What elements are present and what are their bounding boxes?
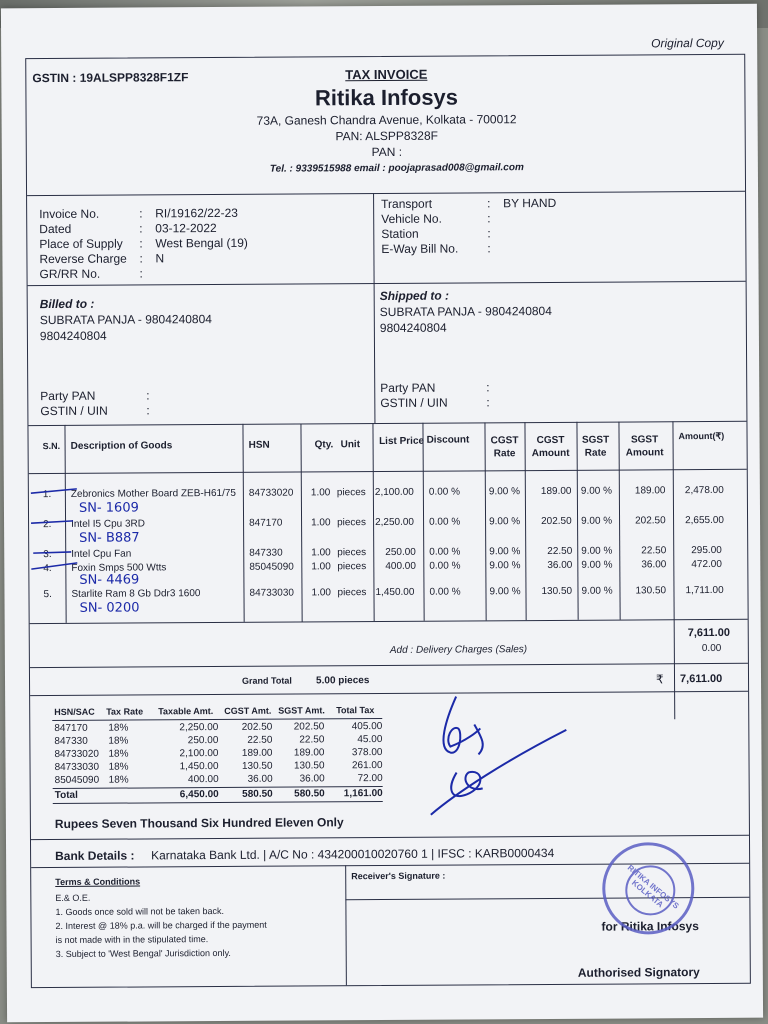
row-sn: 5. [43, 589, 52, 601]
tax-cell: 36.00 [247, 773, 273, 785]
col-sgst-rate: SGST Rate [581, 434, 610, 459]
row-desc: Foxin Smps 500 Wtts [71, 562, 167, 574]
dated-value: 03-12-2022 [155, 221, 217, 236]
invoice-labels [39, 207, 127, 283]
tax-cell: 405.00 [351, 721, 383, 733]
row-qty: 1.00 [311, 587, 331, 599]
billed-pan-label: Party PAN [40, 388, 96, 404]
grand-total-qty: 5.00 pieces [315, 675, 370, 687]
billed-title: Billed to : [39, 296, 95, 312]
terms-line: is not made with in the stipulated time. [55, 934, 209, 946]
shipped-title: Shipped to : [379, 288, 450, 304]
invoice-no-label: Invoice No. [39, 206, 100, 222]
billed-colons: : : [146, 388, 150, 418]
tax-cell: 84733030 [54, 761, 100, 774]
tax-cell: 261.00 [351, 760, 383, 772]
row-price: 2,100.00 [374, 486, 414, 499]
gstin: GSTIN : 19ALSPP8328F1ZF [32, 70, 189, 86]
gr-rr-no-label: GR/RR No. [39, 266, 101, 282]
row-sgst-amount: 22.50 [641, 545, 667, 557]
row-amount: 472.00 [691, 558, 722, 571]
reverse-charge-label: Reverse Charge [39, 251, 127, 267]
terms-line: E.& O.E. [55, 892, 91, 904]
bank-details: Karnataka Bank Ltd. | A/C No : 434200010020760 1 | IFSC : KARB0000434 [151, 845, 555, 863]
grand-total-label: Grand Total [241, 675, 292, 686]
billed-name: SUBRATA PANJA - 9804240804 [39, 312, 212, 328]
row-price: 1,450.00 [375, 586, 415, 599]
tax-cell: 189.00 [241, 747, 273, 759]
row-sgst-rate: 9.00 % [581, 585, 613, 597]
row-sn: 3. [43, 549, 52, 561]
divider [30, 619, 748, 624]
tax-cell: 22.50 [299, 734, 325, 746]
transport-colons: : : : : [487, 196, 491, 256]
tax-col-rate: Tax Rate [106, 706, 144, 717]
row-qty: 1.00 [310, 487, 331, 499]
row-hsn: 85045090 [249, 561, 294, 573]
divider [242, 424, 244, 622]
grand-total: 7,611.00 [679, 672, 723, 686]
invoice-colons: : : : : : [139, 206, 143, 281]
place-of-supply-value: West Bengal (19) [155, 235, 248, 251]
amount-in-words: Rupees Seven Thousand Six Hundred Eleven Only [54, 815, 344, 832]
tax-total-label: Total [54, 789, 78, 802]
vehicle-no-label: Vehicle No. [381, 211, 442, 226]
row-desc: Zebronics Mother Board ZEB-H61/75 [70, 487, 236, 500]
terms-title: Terms & Conditions [55, 876, 141, 888]
row-sgst-rate: 9.00 % [580, 485, 613, 497]
divider [300, 423, 302, 621]
handwritten-serial: SN- 0200 [79, 600, 140, 616]
row-cgst-amount: 130.50 [541, 585, 573, 598]
tax-cell: 2,250.00 [179, 722, 219, 734]
row-hsn: 84733030 [249, 587, 295, 599]
row-discount: 0.00 % [428, 486, 461, 498]
billed-gstin-label: GSTIN / UIN [40, 403, 108, 419]
company-stamp [602, 842, 695, 935]
invoice-sheet [1, 4, 763, 1023]
station-label: Station [381, 226, 419, 241]
row-sgst-amount: 189.00 [634, 485, 666, 497]
billed-ids [40, 389, 108, 419]
row-cgst-rate: 9.00 % [489, 516, 521, 528]
row-amount: 1,711.00 [685, 584, 724, 597]
row-sn: 4. [43, 563, 52, 575]
row-sn: 1. [42, 489, 52, 501]
tax-cell: 847170 [54, 722, 88, 735]
row-desc: Intel Cpu Fan [71, 548, 132, 560]
col-desc: Description of Goods [70, 440, 173, 452]
row-cgst-amount: 202.50 [541, 515, 572, 528]
row-desc: Starlite Ram 8 Gb Ddr3 1600 [71, 588, 201, 600]
col-cgst-amount: CGST Amount [531, 434, 570, 460]
row-cgst-rate: 9.00 % [488, 486, 521, 498]
row-sgst-amount: 202.50 [635, 515, 666, 527]
tax-cell: 72.00 [357, 773, 383, 785]
pen-marks [29, 479, 90, 609]
tax-col-total: Total Tax [336, 705, 375, 716]
company-address: 73A, Ganesh Chandra Avenue, Kolkata - 700012 [256, 112, 517, 128]
transport-label: Transport [381, 196, 433, 211]
row-amount: 2,655.00 [685, 514, 725, 527]
transport-labels [381, 197, 458, 257]
row-discount: 0.00 % [429, 546, 461, 558]
for-company: for Ritika Infosys [601, 919, 699, 934]
row-desc: Intel I5 Cpu 3RD [71, 518, 146, 530]
row-hsn: 847170 [249, 517, 283, 529]
row-discount: 0.00 % [429, 516, 461, 528]
tax-cell: 45.00 [357, 734, 383, 746]
divider [30, 691, 748, 696]
stamp-text: RITIKA INFOSYS KOLKATA [625, 863, 681, 911]
row-sgst-rate: 9.00 % [581, 545, 613, 557]
divider [28, 281, 746, 286]
dated-label: Dated [39, 221, 72, 237]
tax-cell: 22.50 [247, 734, 273, 746]
tax-cell: 84733020 [54, 748, 100, 761]
company-pan-2: PAN : [371, 144, 403, 160]
doc-title: TAX INVOICE [345, 66, 428, 83]
row-price: 250.00 [385, 546, 416, 558]
tax-col-sgst: SGST Amt. [278, 705, 325, 716]
tax-total-cell: 6,450.00 [179, 789, 219, 801]
divider [28, 421, 746, 426]
bank-label: Bank Details : [55, 848, 135, 864]
tax-cell: 202.50 [241, 721, 273, 733]
delivery-amount: 0.00 [701, 642, 722, 655]
tax-cell: 250.00 [187, 735, 219, 747]
col-cgst-rate: CGST Rate [490, 435, 519, 460]
shipped-ids [380, 381, 448, 411]
row-qty: 1.00 [311, 561, 331, 573]
col-discount: Discount [426, 434, 470, 446]
col-list-price: List Price [379, 435, 425, 448]
row-unit: pieces [337, 517, 366, 529]
divider [345, 865, 347, 985]
invoice-no-value: RI/19162/22-23 [155, 205, 238, 221]
row-sgst-amount: 36.00 [641, 559, 667, 571]
tax-cell: 1,450.00 [179, 761, 219, 773]
divider [27, 191, 745, 196]
tax-cell: 189.00 [293, 747, 325, 759]
divider [29, 469, 747, 474]
terms-line: 2. Interest @ 18% p.a. will be charged if the payment [55, 919, 267, 932]
col-sn: S.N. [42, 440, 61, 452]
col-qty: Qty. [314, 439, 334, 451]
tax-cell: 18% [108, 735, 129, 747]
row-cgst-rate: 9.00 % [489, 546, 521, 558]
row-cgst-rate: 9.00 % [489, 586, 521, 598]
handwritten-serial: SN- B887 [79, 530, 140, 546]
transport-value: BY HAND [503, 195, 557, 211]
tax-cell: 18% [108, 774, 129, 786]
row-discount: 0.00 % [429, 586, 461, 598]
row-cgst-amount: 36.00 [547, 559, 573, 571]
row-sgst-rate: 9.00 % [581, 515, 613, 527]
tax-col-taxable: Taxable Amt. [158, 706, 214, 717]
reverse-charge-value: N [155, 251, 165, 266]
tax-cell: 400.00 [187, 774, 219, 786]
place-of-supply-label: Place of Supply [39, 236, 123, 252]
handwritten-serial: SN- 1609 [78, 500, 139, 516]
row-unit: pieces [337, 547, 367, 559]
tax-cell: 130.50 [293, 760, 325, 772]
row-unit: pieces [337, 561, 367, 573]
terms-line: 1. Goods once sold will not be taken back. [55, 905, 225, 918]
company-name: Ritika Infosys [314, 84, 459, 111]
tax-cell: 18% [108, 748, 129, 760]
row-hsn: 84733020 [248, 487, 294, 499]
divider [31, 835, 749, 840]
row-qty: 1.00 [311, 517, 331, 529]
row-unit: pieces [337, 587, 367, 599]
tax-cell: 847330 [54, 735, 88, 748]
billed-phone: 9804240804 [39, 328, 107, 344]
divider [672, 421, 675, 719]
row-amount: 2,478.00 [684, 484, 724, 497]
divider [53, 801, 383, 804]
row-qty: 1.00 [311, 547, 331, 559]
tax-col-hsn: HSN/SAC [54, 706, 95, 718]
divider [30, 663, 748, 668]
receiver-signature-label: Receiver's Signature : [351, 870, 446, 882]
row-sgst-amount: 130.50 [635, 585, 667, 597]
row-sn: 2. [43, 519, 52, 531]
col-hsn: HSN [248, 439, 270, 451]
eway-bill-label: E-Way Bill No. [381, 241, 459, 256]
rupee-sign: ₹ [655, 672, 664, 687]
authorised-signatory: Authorised Signatory [577, 965, 700, 980]
row-unit: pieces [336, 487, 366, 499]
divider [373, 193, 375, 283]
tax-cell: 85045090 [54, 774, 100, 787]
col-sgst-amount: SGST Amount [625, 434, 664, 459]
company-contact: Tel. : 9339515988 email : poojaprasad008@gmail.com [269, 162, 524, 175]
row-price: 400.00 [385, 560, 416, 572]
tax-cell: 130.50 [241, 760, 273, 772]
terms-line: 3. Subject to 'West Bengal' Jurisdiction only. [55, 947, 231, 960]
shipped-pan-label: Party PAN [380, 380, 436, 396]
tax-total-cell: 1,161.00 [343, 788, 383, 800]
tax-total-cell: 580.50 [242, 788, 273, 800]
row-cgst-rate: 9.00 % [489, 560, 521, 572]
row-price: 2,250.00 [375, 516, 415, 529]
row-discount: 0.00 % [429, 560, 461, 572]
tax-cell: 378.00 [351, 747, 383, 759]
delivery-label: Add : Delivery Charges (Sales) [389, 644, 528, 656]
company-pan: PAN: ALSPP8328F [335, 128, 438, 144]
tax-cell: 202.50 [293, 721, 325, 733]
tax-cell: 2,100.00 [179, 748, 219, 760]
tax-cell: 36.00 [299, 773, 325, 785]
shipped-colons: : : [486, 380, 490, 410]
copy-label: Original Copy [651, 35, 724, 51]
tax-col-cgst: CGST Amt. [224, 705, 272, 716]
subtotal: 7,611.00 [687, 626, 730, 640]
signature-scribble [416, 688, 577, 819]
terms-list [55, 890, 267, 961]
shipped-name: SUBRATA PANJA - 9804240804 [379, 303, 552, 320]
col-amount: Amount(₹) [678, 430, 725, 442]
row-sgst-rate: 9.00 % [581, 559, 613, 571]
tax-cell: 18% [108, 761, 129, 773]
shipped-gstin-label: GSTIN / UIN [380, 395, 448, 411]
handwritten-serial: SN- 4469 [79, 572, 140, 588]
row-cgst-amount: 22.50 [547, 545, 573, 557]
col-unit: Unit [340, 439, 361, 451]
transport-values [503, 196, 556, 211]
shipped-phone: 9804240804 [379, 320, 447, 336]
divider [374, 283, 376, 423]
row-amount: 295.00 [691, 544, 722, 557]
row-hsn: 847330 [249, 547, 283, 559]
tax-total-cell: 580.50 [294, 788, 325, 800]
row-cgst-amount: 189.00 [540, 485, 572, 498]
invoice-values [155, 206, 248, 267]
tax-cell: 18% [108, 722, 129, 734]
divider [422, 423, 424, 621]
